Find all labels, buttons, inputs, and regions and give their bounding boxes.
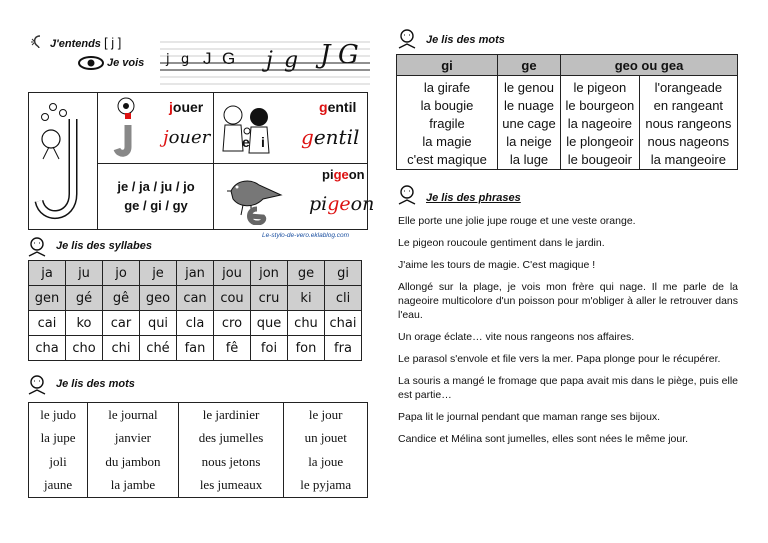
word-item: c'est magique xyxy=(407,152,487,167)
word-column xyxy=(498,76,561,170)
word-item: la nageoire xyxy=(567,116,633,131)
letter-g-script: g xyxy=(181,52,190,67)
phrase: Un orage éclate… vite nous rangeons nos affaires. xyxy=(398,331,635,343)
word-cell: la jambe xyxy=(88,474,179,498)
word-cell: jaune xyxy=(29,474,88,498)
word-cell: le jardinier xyxy=(178,403,284,427)
syllable-cell: jon xyxy=(251,261,288,286)
word-item: la mangeoire xyxy=(650,152,726,167)
words-left-table xyxy=(28,402,368,498)
word-cell: les jumeaux xyxy=(178,474,284,498)
syllable-cell: ki xyxy=(288,286,325,311)
syllables-row xyxy=(29,311,362,336)
syllable-cell: cha xyxy=(29,336,66,361)
word-gentil-cursive: gentil xyxy=(301,125,360,149)
syllable-cell: fê xyxy=(214,336,251,361)
letter-g-cursive: g xyxy=(284,48,299,73)
letter-J-capital: J xyxy=(203,49,212,68)
word-jouer: jouer xyxy=(169,99,204,115)
word-cell: joli xyxy=(29,450,88,474)
word-row xyxy=(29,450,368,474)
word-cell: la joue xyxy=(284,450,368,474)
syllables-row xyxy=(29,336,362,361)
syllable-cell: gê xyxy=(103,286,140,311)
syllable-cell: cli xyxy=(325,286,362,311)
card-syllables: je / ja / ju / jo ge / gi / gy xyxy=(117,179,195,213)
letter-G-capital: G xyxy=(222,49,236,68)
words-left-title: Je lis des mots xyxy=(56,378,135,390)
word-item: le bougeoir xyxy=(567,152,633,167)
syllable-cell: foi xyxy=(251,336,288,361)
phrases-title: Je lis des phrases xyxy=(426,192,521,204)
syllable-cell: que xyxy=(251,311,288,336)
syllable-cell: ko xyxy=(66,311,103,336)
phrase: La souris a mangé le fromage que papa avait mis dans le piège, puis elle est partie… xyxy=(398,375,738,401)
syllable-cell: cro xyxy=(214,311,251,336)
letter-J-cursive: J xyxy=(320,40,331,70)
phrase: Le pigeon roucoule gentiment dans le jardin. xyxy=(398,237,605,249)
syllable-cell: fra xyxy=(325,336,362,361)
word-item: une cage xyxy=(502,116,556,131)
word-cell: nous jetons xyxy=(178,450,284,474)
word-cell: la jupe xyxy=(29,427,88,451)
syllable-cell: chai xyxy=(325,311,362,336)
word-item: la magie xyxy=(422,134,472,149)
syllables-table xyxy=(28,260,362,361)
word-cell: des jumelles xyxy=(178,427,284,451)
syllable-cell: cla xyxy=(177,311,214,336)
word-row xyxy=(29,403,368,427)
syllable-cell: ché xyxy=(140,336,177,361)
syllable-cell: chu xyxy=(288,311,325,336)
syllable-cell: cou xyxy=(214,286,251,311)
phrase: Le parasol s'envole et file vers la mer. Papa plonge pour le récupérer. xyxy=(398,353,721,365)
eye-icon xyxy=(78,56,104,75)
word-cell: un jouet xyxy=(284,427,368,451)
phrase: Allongé sur la plage, je vois mon frère qui nage. Il me parle de la nageoire multicolore d'un poisson pour m'obliger à aller le retrouver dans l'eau. xyxy=(398,281,738,321)
words-right-title: Je lis des mots xyxy=(426,34,505,46)
syllable-cell: chi xyxy=(103,336,140,361)
sound-card xyxy=(28,92,375,230)
juggler-illustration xyxy=(33,99,93,230)
reader-icon xyxy=(26,374,48,401)
word-cell: le jour xyxy=(284,403,368,427)
big-j-illustration xyxy=(113,111,143,164)
word-cell: janvier xyxy=(88,427,179,451)
letter-j-cursive: j xyxy=(266,48,273,73)
word-item: la luge xyxy=(509,152,549,167)
reader-icon xyxy=(26,236,48,263)
syllable-cell: gen xyxy=(29,286,66,311)
syllable-cell: jou xyxy=(214,261,251,286)
syllables-row xyxy=(29,286,362,311)
syllable-cell: gé xyxy=(66,286,103,311)
header-geo-gea: geo ou gea xyxy=(561,55,738,76)
header-gi: gi xyxy=(397,55,498,76)
syllable-cell: cho xyxy=(66,336,103,361)
word-item: fragile xyxy=(429,116,465,131)
word-item: le nuage xyxy=(504,98,554,113)
word-item: le genou xyxy=(504,80,554,95)
kids-illustration xyxy=(219,101,275,164)
syllable-cell: jan xyxy=(177,261,214,286)
word-pigeon-cursive: pigeon xyxy=(309,193,375,215)
word-item: la girafe xyxy=(423,80,471,95)
syllable-cell: ge xyxy=(288,261,325,286)
letter-j-script: j xyxy=(166,52,170,67)
syllable-cell: ju xyxy=(66,261,103,286)
phrase: Candice et Mélina sont jumelles, elles sont nées le même jour. xyxy=(398,433,689,445)
syllable-cell: cai xyxy=(29,311,66,336)
bubble-e: e xyxy=(242,134,250,150)
word-item: le plongeoir xyxy=(566,134,634,149)
syllables-row xyxy=(29,261,362,286)
word-gentil: gentil xyxy=(319,99,357,115)
word-cell: du jambon xyxy=(88,450,179,474)
header-ge: ge xyxy=(498,55,561,76)
word-column xyxy=(397,76,498,170)
phrase: Elle porte une jolie jupe rouge et une veste orange. xyxy=(398,215,636,227)
syllable-cell: gi xyxy=(325,261,362,286)
syllable-cell: fan xyxy=(177,336,214,361)
syllable-cell: car xyxy=(103,311,140,336)
syllable-cell: je xyxy=(140,261,177,286)
word-column xyxy=(639,76,737,170)
words-right-table xyxy=(396,54,738,170)
syllables-title: Je lis des syllabes xyxy=(56,240,153,252)
syllable-cell: qui xyxy=(140,311,177,336)
phrase: J'aime les tours de magie. C'est magique ! xyxy=(398,259,596,271)
word-item: le pigeon xyxy=(573,80,627,95)
word-item: en rangeant xyxy=(653,98,724,113)
word-cell: le pyjama xyxy=(284,474,368,498)
syllable-cell: cru xyxy=(251,286,288,311)
syllable-cell: jo xyxy=(103,261,140,286)
pigeon-illustration xyxy=(223,169,287,230)
word-pigeon: pigeon xyxy=(322,167,365,182)
word-row xyxy=(29,427,368,451)
word-row xyxy=(29,474,368,498)
phrase: Papa lit le journal pendant que maman range ses bijoux. xyxy=(398,411,661,423)
word-cell: le journal xyxy=(88,403,179,427)
word-item: nous nageons xyxy=(647,134,730,149)
word-item: la bougie xyxy=(420,98,474,113)
ear-icon xyxy=(30,34,48,50)
word-item: la neige xyxy=(506,134,552,149)
syllable-cell: fon xyxy=(288,336,325,361)
syllable-cell: geo xyxy=(140,286,177,311)
syllable-cell: ja xyxy=(29,261,66,286)
phrases-list xyxy=(398,214,738,454)
reader-icon xyxy=(396,184,418,211)
bubble-i: i xyxy=(261,134,265,150)
word-cell: le judo xyxy=(29,403,88,427)
word-item: nous rangeons xyxy=(645,116,732,131)
hear-label: J'entends [ j ] xyxy=(50,35,122,50)
word-item: l'orangeade xyxy=(654,80,723,95)
word-item: le bourgeon xyxy=(565,98,635,113)
see-label: Je vois xyxy=(107,57,145,69)
source-credit: Le-stylo-de-vero.eklablog.com xyxy=(262,232,350,239)
reader-icon xyxy=(396,28,418,55)
letter-G-cursive: G xyxy=(338,40,359,70)
syllable-cell: can xyxy=(177,286,214,311)
word-jouer-cursive: jouer xyxy=(163,127,211,148)
word-column xyxy=(561,76,640,170)
